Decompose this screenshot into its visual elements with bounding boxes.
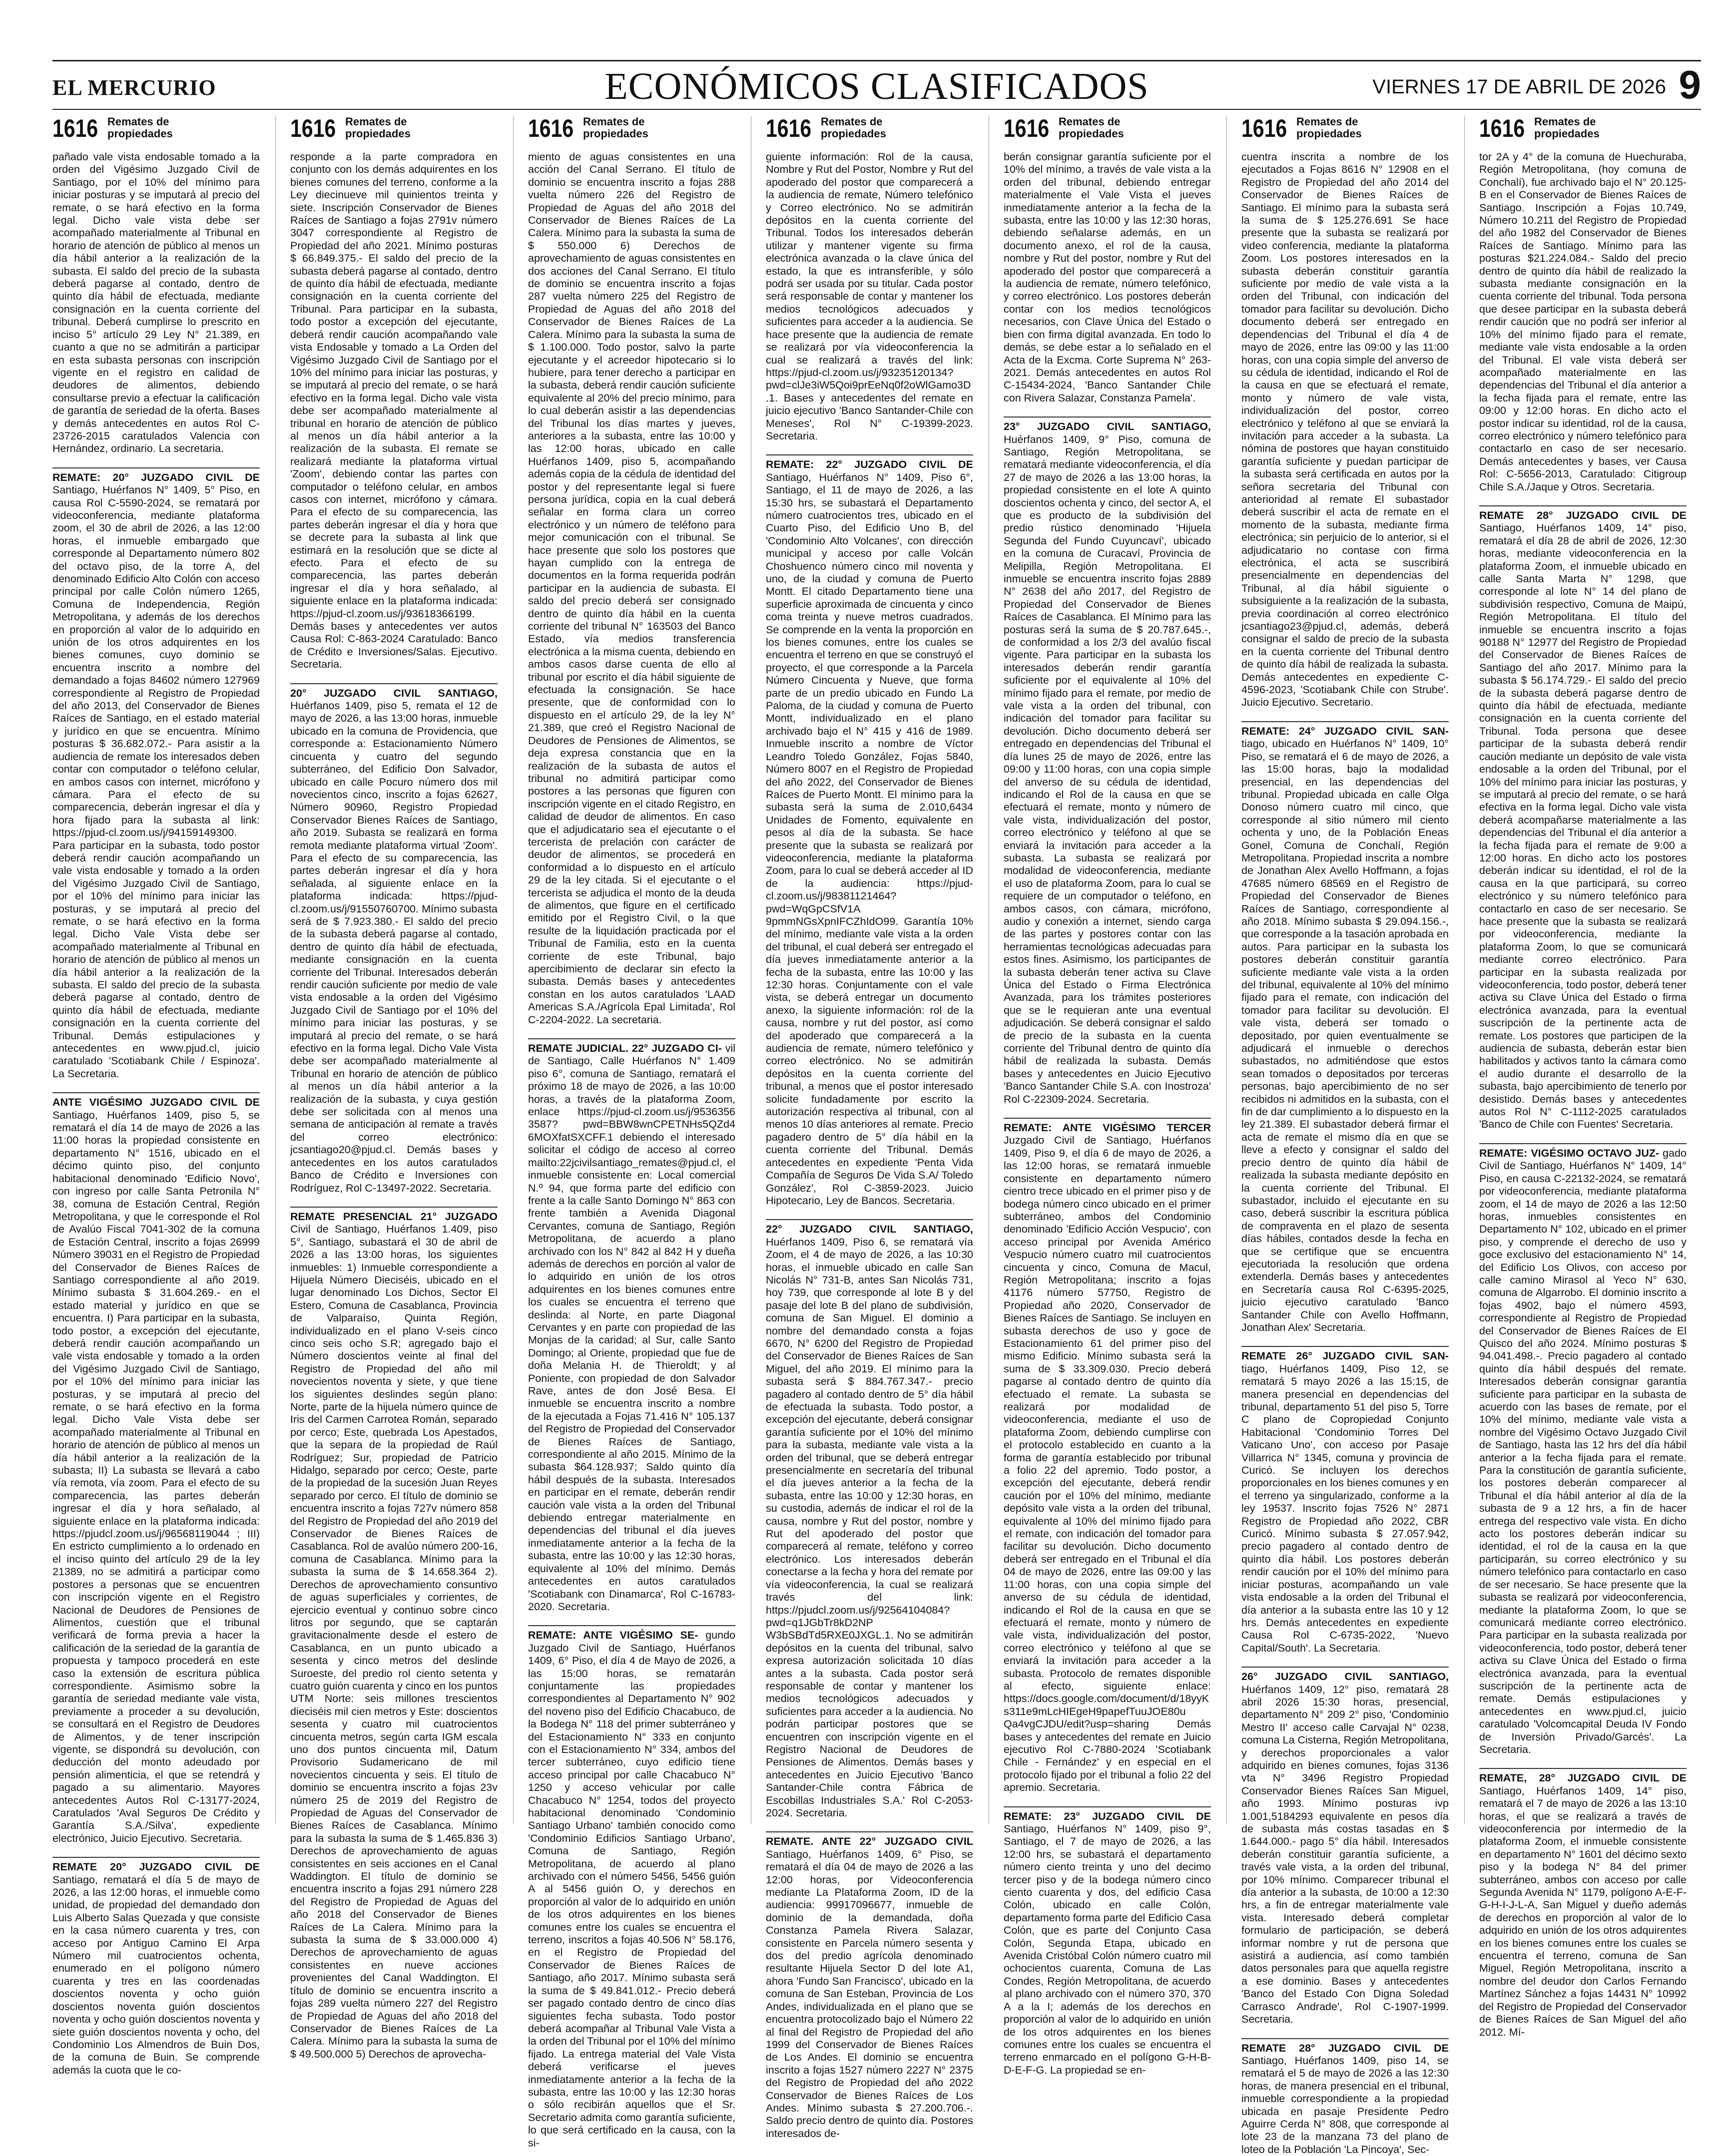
auction-notice [1241, 725, 1449, 1334]
auction-notice [766, 151, 973, 442]
auction-notice [528, 1042, 735, 1613]
notice-divider [528, 1038, 735, 1039]
notice-lead: REMATE 20° JUZGADO CIVIL DE [52, 1861, 260, 1873]
notice-text: Santiago, Huérfanos 1409, 14° piso, rematará el 7 de mayo de 2026 a las 13:10 horas, el que se realizará a través de videoconferencia por intermedio de la plataforma Zoom, el inmueble consistente en departamento N° 1601 del décimo sexto piso y la bodega N° 84 del primer subterráneo, ambos con acceso por calle Segunda Avenida N° 1179, polígono A-E-F-G-H-I-J-L-A, San Miguel y dueño además de derechos en proporción al valor de lo adquirido en unión de los otros adquirentes en los bienes comunes entre los cuales se encuentra el terreno, comuna de San Miguel, Región Metropolitana, inscrito a nombre del deudor don Carlos Fernando Martínez Sánchez a fojas 14431 N° 10992 del Registro de Propiedad del Conservador de Bienes Raíces de San Miguel del año 2012. Mí- [1479, 1785, 1687, 2038]
notice-divider [766, 1831, 973, 1832]
notice-text: miento de aguas consistentes en una acción del Canal Serrano. El título de dominio se encuentra inscrito a fojas 288 vuelta número 226 del Registro de Propiedad de Aguas del año 2018 del Conservador de Bienes Raíces de La Calera. Mínimo para la subasta la suma de $ 550.000 6) Derechos de aprovechamiento de aguas consistentes en dos acciones del Canal Serrano. El título de dominio se encuentra inscrito a fojas 287 vuelta número 225 del Registro de Propiedad de Aguas del año 2018 del Conservador de Bienes Raíces de La Calera. Mínimo para la subasta la suma de $ 1.100.000. Todo postor, salvo la parte ejecutante y el acreedor hipotecario si lo hubiere, para tener derecho a participar en la subasta, deberá rendir caución suficiente equivalente al 20% del precio mínimo, para lo cual deberán asistir a las dependencias del Tribunal los días martes y jueves, anteriores a la subasta, entre las 10:00 y las 12:00 horas, ubicado en calle Huérfanos 1409, piso 5, acompañando además copia de la cédula de identidad del postor y del representante legal si fuere persona jurídica, copia en la cual deberá señalar en forma clara un correo electrónico y un número de teléfono para mejor comunicación con el tribunal. Se hace presente que solo los postores que hayan cumplido con la entrega de documentos en la forma requerida podrán participar en la audiencia de subasta. El saldo del precio deberá ser consignado dentro de quinto día hábil en la cuenta corriente del tribunal N° 163503 del Banco Estado, vía medios transferencia electrónica a la misma cuenta, debiendo en ambos casos darse cuenta de ello al tribunal por escrito el día hábil siguiente de efectuada la consignación. Se hace presente, que de conformidad con lo dispuesto en el artículo 29, de la ley N° 21.389, que creó el Registro Nacional de Deudores de Pensiones de Alimentos, se deja expresa constancia que en la realización de la subasta de autos el tribunal no admitirá participar como postores a las personas que figuren con inscripción vigente en el citado Registro, en calidad de deudor de alimentos. En caso que el adjudicatario sea el ejecutante o el tercerista de prelación con carácter de deudor de alimentos, se procederá en conformidad a lo dispuesto en el artículo 29 de la ley citada. Si el ejecutante o el tercerista se adjudica el monto de la deuda de alimentos, que figure en el certificado emitido por el Registro Civil, o la que resulte de la liquidación practicada por el Tribunal de Familia, esto en la cuenta corriente de este Tribunal, bajo apercibimiento de declarar sin efecto la subasta. Demás bases y antecedentes constan en los autos caratulados 'LAAD Americas S.A./Agrícola Epal Limitada', Rol C-2204-2022. La secretaria. [528, 151, 735, 1026]
notice-lead: REMATE: 24° JUZGADO CIVIL SAN- [1241, 725, 1449, 737]
classification-code: 1616 [52, 116, 93, 141]
notice-text: responde a la parte compradora en conjunto con los demás adquirentes en los bienes comunes del terreno, conforme a la Ley diecinueve mil quinientos treinta y siete. Inscripción Conservador de Bienes Raíces de Santiago a fojas 2791v número 3047 correspondiente al Registro de Propiedad del año 2021. Mínimo posturas $ 66.849.375.- El saldo del precio de la subasta deberá pagarse al contado, dentro de quinto día hábil de efectuada, mediante consignación en la cuenta corriente del Tribunal. Para participar en la subasta, todo postor a excepción del ejecutante, deberá rendir caución acompañando vale vista Endosable y tomado a La Orden del Vigésimo Juzgado Civil de Santiago por el 10% del mínimo para iniciar las posturas, y se imputará al precio del remate, o se hará efectivo en la forma legal. Dicho vale vista debe ser acompañado materialmente al tribunal en horario de atención de público al menos un día hábil anterior a la realización de la subasta. El remate se realizará mediante la plataforma virtual 'Zoom', debiendo contar las partes con computador o teléfono celular, en ambos casos con internet, micrófono y cámara. Para el efecto de su comparecencia, las partes deberán ingresar el día y hora que se decrete para la subasta al link que estimará en la resolución que se dicte al efecto. Para el efecto de su comparecencia, las partes deberán ingresar el día y hora señalado, al siguiente enlace en la plataforma indicada: https://pjud-cl.zoom.us/j/93618366199. Demás bases y antecedentes ver autos Causa Rol: C-863-2024 Caratulado: Banco de Crédito e Inversiones/Salas. Ejecutivo. Secretaria. [290, 151, 498, 670]
notice-divider [290, 1207, 498, 1208]
notice-text: vil de Santiago, Calle Huérfanos N° 1.409 piso 6°, comuna de Santiago, rematará el próximo 18 de mayo de 2026, a las 10:00 horas, a través de la plataforma Zoom, enlace https://pjud-cl.zoom.us/j/9536356 3587? pwd=BBW8wnCPETNHs5QZd4 6MOXfatSXCFF.1 debiendo el interesado solicitar el código de acceso al correo mailto:22jcivilsantiago_remates@pjud.cl, el inmueble consistente en: Local comercial N.º 94, que forma parte del edificio con frente a la calle Santo Domingo N° 863 con frente también a Avenida Diagonal Cervantes, comuna de Santiago, Región Metropolitana, de acuerdo a plano archivado con los N° 842 al 842 H y dueña además de derechos en porción al valor de lo adquirido en unión de los otros adquirentes en los bienes comunes entre los cuales se encuentra el terreno que deslinda: al Norte, en parte Diagonal Cervantes y en parte con propiedad de las Monjas de la caridad; al Sur, calle Santo Domingo; al Oriente, propiedad que fue de doña Melania H. de Thieroldt; y al Poniente, con propiedad de don Salvador Rave, antes de don José Besa. El inmueble se encuentra inscrito a nombre de la ejecutada a Fojas 71.416 N° 105.137 del Registro de Propiedad del Conservador de Bienes Raíces de Santiago, correspondiente al año 2015. Mínimo de la subasta $64.128.937; Saldo quinto día hábil después de la subasta. Interesados en participar en el remate, deberán rendir caución vale vista a la orden del Tribunal debiendo entregar materialmente en dependencias del tribunal el día jueves inmediatamente anterior a la fecha de la subasta, entre las 10:00 y las 12:30 horas, equivalente al 10% del mínimo. Demás antecedentes en autos caratulados 'Scotiabank con Dinamarca', Rol C-16783-2020. Secretaria. [528, 1042, 735, 1613]
column-separator [513, 116, 514, 1824]
auction-notice [52, 471, 260, 1081]
notice-text: Santiago, Huérfanos N° 1409, piso 9°, Santiago, el 7 de mayo de 2026, a las 12:00 hrs, se subastará el departamento número ciento treinta y uno del decimo tercer piso y de la bodega número cinco ciento cuarenta y dos, del edificio Casa Colón, ubicado en calle Colón, departamento forma parte del Edificio Casa Colón, que es parte del Conjunto Casa Colón, Segunda Etapa, ubicado en Avenida Cristóbal Colón número cuatro mil ochocientos cuarenta, Comuna de Las Condes, Región Metropolitana, de acuerdo al plano archivado con el número 370, 370 A a la I; además de los derechos en proporción al valor de lo adquirido en unión de los otros adquirentes en los bienes comunes entre los cuales se encuentra el terreno enmarcado en el polígono G-H-B-D-E-F-G. La propiedad se en- [1004, 1823, 1211, 2076]
header-rule [52, 109, 1701, 110]
classification-label: Remates de propiedades [583, 116, 648, 140]
notice-lead: ANTE VIGÉSIMO JUZGADO CIVIL DE [52, 1096, 260, 1108]
notice-divider [1004, 417, 1211, 418]
auction-notice [1004, 1810, 1211, 2077]
notice-divider [1241, 1346, 1449, 1347]
notice-text: tiago, Huérfanos 1409, Piso 12, se rematará 5 mayo 2026 a las 15:15, de manera presencial en dependencias del tribunal, departamento 51 del piso 5, Torre C plano de Copropiedad Conjunto Habitacional 'Condominio Torres Del Vaticano Uno', con acceso por Pasaje Villarrica N° 1345, comuna y provincia de Curicó. Se incluyen los derechos proporcionales en los bienes comunes y en el terreno ya singularizado, conforme a la ley 19537. Inscrito fojas 7526 N° 2871 Registro de Propiedad año 2022, CBR Curicó. Mínimo subasta $ 27.057.942, precio pagadero al contado dentro de quinto día hábil. Los postores deberán rendir caución por el 10% del mínimo para iniciar posturas, acompañando un vale vista endosable a la orden del Tribunal el día anterior a la subasta entre las 10 y 12 hrs. Demás antecedentes en expediente Causa Rol C-6735-2022, 'Nuevo Capital/South'. La Secretaria. [1241, 1363, 1449, 1654]
notice-text: gado Civil de Santiago, Huérfanos N° 1409, 14° Piso, en causa C-22132-2024, se rematará por videoconferencia, mediante plataforma zoom, el 14 de mayo de 2026 a las 12:50 horas, inmuebles consistentes en Departamento N° 102, ubicado en el primer piso, y comprende el derecho de uso y goce exclusivo del estacionamiento N° 14, del Edificio Los Olivos, con acceso por calle camino Mirasol al Yeco N° 630, comuna de Algarrobo. El dominio inscrito a fojas 4902, bajo el número 4593, correspondiente al Registro de Propiedad del Conservador de Bienes Raíces de El Quisco del año 2024. Mínimo posturas $ 94.041.498.-. Precio pagadero al contado quinto día hábil después del remate. Interesados deberán consignar garantía suficiente para participar en la subasta de acuerdo con las bases de remate, por el 10% del mínimo, mediante vale vista a nombre del Vigésimo Octavo Juzgado Civil de Santiago, hasta las 12 hrs del día hábil anterior a la fecha fijada para el remate. Para la constitución de garantía suficiente, los postores deberán comparecer al Tribunal el día hábil anterior al día de la subasta de 9 a 12 hrs, a fin de hacer entrega del respectivo vale vista. En dicho acto los postores deberán indicar su identidad, el rol de la causa en la que participarán, su correo electrónico y su número telefónico para contactarlo en caso de ser necesario. Se hace presente que la subasta se realizará por videoconferencia, mediante la plataforma Zoom, lo que se comunicará mediante correo electrónico. Para participar en la subasta realizada por videoconferencia, todo postor, deberá tener activa su Clave Única del Estado o firma electrónica avanzada, para la eventual suscripción de la pertinente acta de remate. Demás estipulaciones y antecedentes en www.pjud.cl, juicio caratulado 'Volcomcapital Deuda IV Fondo de Inversión Privado/Garcés'. La Secretaria. [1479, 1147, 1687, 1755]
classification-header [52, 116, 260, 146]
notice-text: Santiago, rematará el día 5 de mayo de 2026, a las 12:00 horas, el inmueble como unidad, de propiedad del demandado don Luis Alberto Salas Quezada y que consiste en la casa número cuarenta y tres, con acceso por Antiguo Camino El Arpa Número mil cuatrocientos ochenta, enumerado en el polígono número cuarenta y tres en las coordenadas doscientos noventa y ocho guión doscientos noventa guión doscientos noventa y ocho guión doscientos noventa y siete guión doscientos noventa y ocho, del Condominio Los Almendros de Buin Dos, de la comuna de Buin. Se comprende además la cuota que le co- [52, 1874, 260, 2076]
notice-lead: REMATE: VIGÉSIMO OCTAVO JUZ- [1479, 1147, 1663, 1159]
notice-text: Santiago, Huérfanos N° 1409, 5° Piso, en causa Rol C-5590-2024, se rematará por videoconferencia, mediante plataforma zoom, el 30 de abril de 2026, a las 12:00 horas, el inmueble embargado que corresponde al Departamento número 802 del octavo piso, de la torre A, del denominado Edificio Alto Colón con acceso principal por calle Colón número 1265, Comuna de Independencia, Región Metropolitana, y además de los derechos en proporción al valor de lo adquirido en unión de los otros adquirentes en los bienes comunes, cuyo dominio se encuentra inscrito a nombre del demandado a fojas 84602 número 127969 correspondiente al Registro de Propiedad del año 2013, del Conservador de Bienes Raíces de Santiago, en el estado material y jurídico en que se encuentra. Mínimo posturas $ 36.682.072.- Para asistir a la audiencia de remate los interesados deben contar con computador o teléfono celular, en ambos casos con internet, micrófono y cámara. Para el efecto de su comparecencia, deberán ingresar el día y hora fijado para la subasta al link: https://pjud-cl.zoom.us/j/94159149300. Para participar en la subasta, todo postor deberá rendir caución acompañando un vale vista endosable y tomado a la orden del Vigésimo Juzgado Civil de Santiago, por el 10% del mínimo para iniciar las posturas, y se imputará al precio del remate, o se hará efectivo en la forma legal. Dicho Vale Vista debe ser acompañado materialmente al Tribunal en horario de atención de público al menos un día hábil anterior a la realización de la subasta. El saldo del precio de la subasta deberá pagarse al contado, dentro de quinto día hábil de efectuada, mediante consignación en la cuenta corriente del Tribunal. Demás estipulaciones y antecedentes en www.pjud.cl, juicio caratulado 'Scotiabank Chile / Espinoza'. La Secretaria. [52, 484, 260, 1080]
auction-notice [290, 1211, 498, 2061]
auction-notice [766, 458, 973, 1207]
notice-divider [1004, 1806, 1211, 1807]
notice-divider [52, 467, 260, 468]
notice-text: guiente información: Rol de la causa, Nombre y Rut del Postor, Nombre y Rut del apoderado del postor que comparecerá a la audiencia de remate, Número telefónico y Correo electrónico. No se admitirán depósitos en la cuenta corriente del Tribunal. Todos los interesados deberán utilizar y mantener vigente su firma electrónica avanzada o la clave única del estado, la que es intransferible, y sólo podrá ser usada por su titular. Cada postor será responsable de contar y mantener los medios tecnológicos adecuados y suficientes para acceder a la audiencia. Se hace presente que la audiencia de remate se realizará por vía videoconferencia la cual se realizará a través del link: https://pjud-cl.zoom.us/j/93235120134?pwd=clJe3iW5Qoi9prEeNq0f2oWlGamo3D.1. Bases y antecedentes del remate en juicio ejecutivo 'Banco Santander-Chile con Meneses', Rol N° C-19399-2023. Secretaria. [766, 151, 973, 442]
notice-text: cuentra inscrita a nombre de los ejecutados a Fojas 8616 N° 12908 en el Registro de Propiedad del año 2014 del Conservador de Bienes Raíces de Santiago. El mínimo para la subasta será la suma de $ 125.276.691 Se hace presente que la subasta se realizará por video conferencia, mediante la plataforma Zoom. Los postores interesados en la subasta deberán constituir garantía suficiente por medio de vale vista a la orden del Tribunal, con indicación del tomador para facilitar su devolución. Dicho documento deberá ser entregado en dependencias del Tribunal el día 4 de mayo de 2026, entre las 09:00 y las 11:00 horas, con una copia simple del anverso de su cédula de identidad, indicando el Rol de la causa en que se efectuará el remate, monto y número de vale vista, individualización del postor, correo electrónico y teléfono al que se enviará la invitación para acceder a la subasta. La nómina de postores que hayan constituido garantía suficiente y puedan participar de la subasta será certificada en autos por la señora secretaria del Tribunal con anterioridad al remate El subastador deberá suscribir el acta de remate en el momento de la subasta, mediante firma electrónica; sin perjuicio de lo anterior, si el adjudicatario no contase con firma electrónica, el acta se suscribirá presencialmente en dependencias del Tribunal, al día hábil siguiente o subsiguiente a la realización de la subasta, previa coordinación al correo electrónico jcsantiago23@pjud.cl, además, deberá consignar el saldo de precio de la subasta en la cuenta corriente del Tribunal dentro de quinto día hábil de realizada la subasta. Demás antecedentes en expediente C-4596-2023, 'Scotiabank Chile con Strube'. Juicio Ejecutivo. Secretario. [1241, 151, 1449, 708]
notice-text: Santiago, Huérfanos N° 1409, Piso 6°, Santiago, el 11 de mayo de 2026, a las 15:30 hrs, se subastará el Departamento número cuatrocientos tres, ubicado en el Cuarto Piso, del Edificio Uno B, del 'Condominio Alto Volcanes', con dirección municipal y acceso por calle Volcán Choshuenco número cinco mil noventa y uno, de la ciudad y comuna de Puerto Montt. El citado Departamento tiene una superficie aproximada de cincuenta y cinco coma treinta y nueve metros cuadrados. Se comprende en la venta la proporción en los bienes comunes, entre los cuales se encuentra el terreno en que se construyó el proyecto, el que corresponde a la Parcela Número Cincuenta y Nueve, que forma parte de un predio ubicado en Fundo La Paloma, de la ciudad y comuna de Puerto Montt, individualizado en el plano archivado bajo el N° 415 y 416 de 1989. Inmueble inscrito a nombre de Víctor Leandro Toledo González, Fojas 5840, Número 8007 en el Registro de Propiedad del año 2022, del Conservador de Bienes Raíces de Puerto Montt. El mínimo para la subasta será la suma de 2.010,6434 Unidades de Fomento, equivalente en pesos al día de la subasta. Se hace presente que la subasta se realizará por videoconferencia, mediante la plataforma Zoom, para lo cual se deberá acceder al ID de la audiencia: https://pjud-cl.zoom.us/j/98381121464? pwd=WqGpCSfV1A 9pmmNGsXpnIFCZhIdO99. Garantía 10% del mínimo, mediante vale vista a la orden del tribunal, el cual deberá ser entregado el día jueves inmediatamente anterior a la fecha de la subasta, entre las 10:00 y las 12:30 horas. Conjuntamente con el vale vista, se deberá entregar un documento anexo, la siguiente información: rol de la causa, nombre y rut del postor, así como del apoderado que comparecerá a la audiencia de remate, número telefónico y correo electrónico. No se admitirán depósitos en la cuenta corriente del tribunal, a menos que el postor interesado solicite fundadamente por escrito la autorización respectiva al tribunal, con al menos 10 días anteriores al remate. Precio pagadero dentro de 5° día hábil en la cuenta corriente del Tribunal. Demás antecedentes en expediente 'Penta Vida Compañía de Seguros De Vida S.A/ Toledo González', Rol C-3859-2023. Juicio Hipotecario, Ley de Bancos. Secretaria. [766, 471, 973, 1207]
newspaper-name: EL MERCURIO [52, 75, 216, 100]
auction-notice [1241, 1671, 1449, 2026]
column-separator [275, 116, 276, 1824]
notice-text: Santiago, Huérfanos 1409, piso 14, se rematará el 5 de mayo de 2026 a las 12:30 horas, de manera presencial en el tribunal, inmueble correspondiente a la propiedad ubicada en pasaje Presidente Pedro Aguirre Cerda N° 808, que corresponde al lote 23 de la manzana 73 del plano de loteo de la Población 'La Pincoya', Sec- [1241, 2055, 1449, 2156]
auction-notice [52, 151, 260, 455]
notice-text: Santiago, Huérfanos 1409, piso 5, se rematará el día 14 de mayo de 2026 a las 11:00 horas la propiedad consistente en departamento N° 1516, ubicado en el décimo quinto piso, del conjunto habitacional denominado 'Edificio Novo', con ingreso por calle Santa Petronila N° 38, comuna de Estación Central, Región Metropolitana, y que le corresponde el Rol de Avalúo Fiscal 7041-302 de la comuna de Estación Central, inscrito a fojas 26999 Número 39031 en el Registro de Propiedad del Conservador de Bienes Raíces de Santiago correspondiente al año 2019. Mínimo subasta $ 31.604.269.- en el estado material y jurídico en que se encuentra. I) Para participar en la subasta, todo postor, a excepción del ejecutante, deberá rendir caución acompañando un vale vista endosable y tomado a la orden del Vigésimo Juzgado Civil de Santiago, por el 10% del mínimo para iniciar las posturas, y se imputará al precio del remate, o se hará efectivo en la forma legal. Dicho Vale Vista debe ser acompañado materialmente al Tribunal en horario de atención de público al menos un día hábil anterior a la realización de la subasta; II) La subasta se llevará a cabo vía remota, vía zoom. Para el efecto de su comparecencia, las partes deberán ingresar el día y hora señalado, al siguiente enlace en la plataforma indicada: https://pjudcl.zoom.us/j/96568119044 ; III) En estricto cumplimiento a lo ordenado en el inciso quinto del artículo 29 de la ley 21389, no se admitirá a participar como postores a personas que se encuentren con inscripción vigente en el Registro Nacional de Deudores de Pensiones de Alimentos, cuestión que el tribunal verificará de forma previa a hacer la calificación de la seriedad de la garantía de propuesta y tampoco procederá en este caso la extensión de escritura pública correspondiente. Asimismo sobre la garantía de seriedad mediante vale vista, previamente a proceder a su devolución, se consultará en el Registro de Deudores de Alimentos, y de tener inscripción vigente, se dispondrá su devolución, con deducción del monto adeudado por pensión alimenticia, el que se retendrá y pagado a su alimentario. Mayores antecedentes Autos Rol C-13177-2024, Caratulados 'Aval Seguros De Crédito y Garantía S.A./Silva', expediente electrónico, Juicio Ejecutivo. Secretaria. [52, 1109, 260, 1844]
auction-notice [1479, 1772, 1687, 2039]
column [290, 116, 498, 1824]
classification-header [1241, 116, 1449, 146]
classification-code: 1616 [1241, 116, 1282, 141]
column [766, 116, 973, 1824]
column [52, 116, 260, 1824]
auction-notice [766, 1835, 973, 2140]
notice-divider [1241, 2038, 1449, 2039]
notice-lead: REMATE 26° JUZGADO CIVIL SAN- [1241, 1350, 1449, 1362]
notice-divider [52, 1857, 260, 1858]
column-separator [1464, 116, 1465, 1824]
classification-header [1479, 116, 1687, 146]
notice-divider [1241, 721, 1449, 722]
auction-notice [1241, 2042, 1449, 2156]
auction-notice [528, 151, 735, 1026]
notice-divider [528, 1625, 735, 1626]
column [528, 116, 735, 1824]
notice-text: Huérfanos 1409, piso 5, remata el 12 de mayo de 2026, a las 13:00 horas, inmueble ubicado en la comuna de Providencia, que corresponde a: Estacionamiento Número cincuenta y cuatro del segundo subterráneo, del Edificio Don Salvador, ubicado en calle Pocuro número dos mil novecientos cinco, inscrito a fojas 62627, Número 90960, Registro Propiedad Conservador Bienes Raíces de Santiago, año 2019. Subasta se realizará en forma remota mediante plataforma virtual 'Zoom'. Para el efecto de su comparecencia, las partes deberán ingresar el día y hora señalada, al siguiente enlace en la plataforma indicada: https://pjud-cl.zoom.us/j/91550760700. Mínimo subasta será de $ 7.923.380.- El saldo del precio de la subasta deberá pagarse al contado, dentro de quinto día hábil de efectuada, mediante consignación en la cuenta corriente del Tribunal. Interesados deberán rendir caución suficiente por medio de vale vista endosable a la orden del Vigésimo Juzgado Civil de Santiago por el 10% del mínimo para iniciar las posturas, y se imputará al precio del remate, o se hará efectivo en la forma legal. Dicho Vale Vista debe ser acompañado materialmente al Tribunal en horario de atención de público al menos un día hábil anterior a la realización de la subasta, y cuya gestión debe ser solicitada con al menos una semana de anticipación al remate a través del correo electrónico: jcsantiago20@pjud.cl. Demás bases y antecedentes en los autos caratulados Banco de Crédito e Inversiones con Rodríguez, Rol C-13497-2022. Secretaria. [290, 700, 498, 1194]
notice-divider [766, 1219, 973, 1220]
auction-notice [52, 1096, 260, 1845]
notice-text: Huérfanos 1409, 9° Piso, comuna de Santiago, Región Metropolitana, se rematará mediante videoconferencia, el día 27 de mayo de 2026 a las 13:00 horas, la propiedad consistente en el lote A quinto doscientos ochenta y cinco, del sector A, el que es producto de la subdivisión del predio rústico denominado 'Hijuela Segunda del Fundo Cuyuncaví', ubicado en la comuna de Curacaví, Provincia de Melipilla, Región Metropolitana. El inmueble se encuentra inscrito fojas 2889 N° 2638 del año 2017, del Registro de Propiedad del Conservador de Bienes Raíces de Casablanca. El Mínimo para las posturas será la suma de $ 20.787.645.-, de conformidad a los 2/3 del avalúo fiscal vigente. Para participar en la subasta los interesados deberán rendir garantía suficiente por el equivalente al 10% del mínimo fijado para el remate, por medio de vale vista a la orden del tribunal, con indicación del tomador para facilitar su devolución. Dicho documento deberá ser entregado en dependencias del Tribunal el día lunes 25 de mayo de 2026, entre las 09:00 y 11:00 horas, con una copia simple del anverso de su cédula de identidad, indicando el Rol de la causa en que se efectuará el remate, monto y número de vale vista, individualización del postor, correo electrónico y teléfono al que se enviará la invitación para acceder a la subasta. La subasta se realizará por modalidad de videoconferencia, mediante el uso de plataforma Zoom, para lo cual se requiere de un computador o teléfono, en ambos casos, con cámara, micrófono, audio y conexión a internet, siendo carga de las partes y postores contar con las herramientas tecnológicas adecuadas para estos fines. Asimismo, los participantes de la subasta deberán tener activa su Clave Única del Estado o Firma Electrónica Avanzada, para los trámites posteriores que se le requieran ante una eventual adjudicación. Se deberá consignar el saldo de precio de la subasta en la cuenta corriente del Tribunal dentro de quinto día hábil de realizada la subasta. Demás bases y antecedentes en Juicio Ejecutivo 'Banco Santander Chile S.A. con Inostroza' Rol C-22309-2024. Secretaria. [1004, 433, 1211, 1105]
auction-notice [1241, 151, 1449, 709]
column [1004, 116, 1211, 1824]
notice-text: berán consignar garantía suficiente por el 10% del mínimo, a través de vale vista a la orden del tribunal, debiendo entregar materialmente el Vale Vista el jueves inmediatamente anterior a la fecha de la subasta, entre las 10:00 y las 12:30 horas, debiendo señalarse además, en un documento anexo, el rol de la causa, nombre y Rut del postor, nombre y Rut del apoderado del postor que comparecerá a la audiencia de remate, número telefónico, y correo electrónico. Los postores deberán contar con los medios tecnológicos necesarios, con Clave Única del Estado o bien con firma digital avanzada. En todo lo demás, se debe estar a lo señalado en el Acta de la Excma. Corte Suprema N° 263-2021. Demás antecedentes en autos Rol C-15434-2024, 'Banco Santander Chile con Rivera Salazar, Constanza Pamela'. [1004, 151, 1211, 404]
notice-text: pañado vale vista endosable tomado a la orden del Vigésimo Juzgado Civil de Santiago, por el 10% del mínimo para iniciar posturas y se imputará al precio del remate, o se hará efectivo en la forma legal. Dicho vale vista debe ser acompañado materialmente al Tribunal en horario de atención de público al menos un día hábil anterior a la realización de la subasta. El saldo del precio de la subasta deberá pagarse al contado, dentro de quinto día hábil de efectuada, mediante consignación en la cuenta corriente del tribunal. Deberá cumplirse lo prescrito en inciso 5° artículo 29 Ley N° 21.389, en cuanto a que no se admitirán a participar en esta subasta personas con inscripción vigente en el registro en calidad de deudores de alimentos, debiendo consultarse previo a efectuar la calificación de garantía de seriedad de la oferta. Bases y demás antecedentes en autos Rol C-23726-2015 caratulados Valencia con Hernández, ordinario. La secretaria. [52, 151, 260, 454]
notice-lead: REMATE PRESENCIAL 21° JUZGADO [290, 1211, 498, 1223]
notice-divider [1241, 1667, 1449, 1668]
notice-divider [1004, 1118, 1211, 1119]
notice-lead: 20° JUZGADO CIVIL SANTIAGO, [290, 687, 498, 699]
notice-lead: REMATE 28° JUZGADO CIVIL DE [1479, 509, 1687, 521]
classification-label: Remates de propiedades [107, 116, 173, 140]
notice-lead: 22° JUZGADO CIVIL SANTIAGO, [766, 1223, 973, 1235]
classification-label: Remates de propiedades [345, 116, 411, 140]
auction-notice [1479, 151, 1687, 493]
top-rule [52, 60, 1701, 61]
notice-text: Huérfanos 1409, 12° piso, rematará 28 abril 2026 15:30 horas, presencial, departamento N° 209 2° piso, 'Condominio Mestro II' acceso calle Carvajal N° 0238, comuna La Cisterna, Región Metropolitana, y derechos proporcionales a valor adquirido en bienes comunes, fojas 3136 vta N° 3496 Registro Propiedad Conservador Bienes Raíces San Miguel, año 1993. Mínimo posturas ivp 1.001,5184293 equivalente en pesos día de subasta más costas tasadas en $ 1.644.000.- pago 5° día hábil. Interesados deberán constituir garantía suficiente, a través vale vista, a la orden del tribunal, por 10% mínimo. Comparecer tribunal el día anterior a la subasta, de 10:00 a 12:30 hrs, a fin de entregar materialmente vale vista. Interesado deberá completar formulario de participación, se deberá informar nombre y rut de persona que asistirá a audiencia, así como también datos personales para que aquella registre a ese dominio. Bases y antecedentes 'Banco del Estado Con Digna Soledad Carrasco Andrade', Rol C-1907-1999. Secretaria. [1241, 1684, 1449, 2026]
auction-notice [1004, 151, 1211, 405]
classification-code: 1616 [528, 116, 569, 141]
page-header [52, 65, 1701, 112]
notice-text: tiago, ubicado en Huérfanos N° 1409, 10° Piso, se rematará el 6 de mayo de 2026, a las 15:00 horas, bajo la modalidad presencial, en las dependencias del tribunal. Propiedad ubicada en calle Olga Donoso número cuatro mil cinco, que corresponde al sitio número mil ciento ochenta y uno, de la Población Eneas Gonel, Comuna de Conchalí, Región Metropolitana. Propiedad inscrita a nombre de Jonathan Alex Avello Hoffmann, a fojas 47685 número 68569 en el Registro de Propiedad del Conservador de Bienes Raíces de Santiago, correspondiente al año 2018. Mínimo subasta $ 29.094.156.-, que corresponde a la tasación aprobada en autos. Para participar en la subasta los postores deberán constituir garantía suficiente mediante vale vista a la orden del tribunal, equivalente al 10% del mínimo fijado para el remate, con indicación del tomador para facilitar su devolución. El vale vista, deberá ser tomado o depositado, por quien eventualmente se adjudicará el inmueble o derechos subastados, no admitiéndose que estos sean tomados o depositados por terceras personas, bajo apercibimiento de no ser recibidos ni admitidos en la subasta, con el fin de dar cumplimiento a lo dispuesto en la ley 21.389. El subastador deberá firmar el acta de remate el mismo día en que se lleve a efecto y consignar el saldo del precio dentro de quinto día hábil de realizada la subasta mediante depósito en la cuenta corriente del Tribunal. El subastador, incluido el ejecutante en su caso, deberá suscribir la escritura pública de compraventa en el plazo de sesenta días hábiles, contados desde la fecha en que se certifique que se encuentra ejecutoriada la resolución que ordena extenderla. Demás bases y antecedentes en Secretaría causa Rol C-6395-2025, juicio ejecutivo caratulado 'Banco Santander Chile con Avello Hoffmann, Jonathan Alex' Secretaria. [1241, 738, 1449, 1333]
notice-text: Huérfanos 1409, Piso 6, se rematará vía Zoom, el 4 de mayo de 2026, a las 10:30 horas, el inmueble ubicado en calle San Nicolás N° 731-B, antes San Nicolás 731, hoy 739, que corresponde al lote B y del pasaje del lote B del plano de subdivisión, comuna de San Miguel. El dominio a nombre del demandado consta a fojas 6670, N° 6200 del Registro de Propiedad del Conservador de Bienes Raíces de San Miguel, del año 2019. El mínimo para la subasta será $ 884.767.347.- precio pagadero al contado dentro de 5° día hábil de efectuada la subasta. Todo postor, a excepción del ejecutante, deberá consignar garantía suficiente por el 10% del mínimo para la subasta, mediante vale vista a la orden del tribunal, que se deberá entregar presencialmente en secretaría del tribunal el día jueves anterior a la fecha de la subasta, entre las 10:00 y 12:30 horas, en su custodia, además de indicar el rol de la causa, nombre y Rut del postor, nombre y Rut del apoderado del postor que comparecerá al remate, teléfono y correo electrónico. Los interesados deberán conectarse a la fecha y hora del remate por vía videoconferencia, la cual se realizará través del link: https://pjudcl.zoom.us/j/92564104084?pwd=q1JGbTr8kD2NP W3bSBdTd5RXE0JXGL.1. No se admitirán depósitos en la cuenta del tribunal, salvo expresa autorización solicitada 10 días antes a la subasta. Cada postor será responsable de contar y mantener los medios tecnológicos adecuados y suficientes para acceder a la audiencia. No podrán participar postores que se encuentren con inscripción vigente en el Registro Nacional de Deudores de Pensiones de Alimentos. Demás bases y antecedentes en Juicio Ejecutivo 'Banco Santander-Chile contra Fábrica de Escobillas Industriales S.A.' Rol C-2053-2024. Secretaria. [766, 1236, 973, 1819]
page-number: 9 [1679, 62, 1702, 108]
auction-notice [1004, 421, 1211, 1106]
notice-text: tor 2A y 4° de la comuna de Huechuraba, Región Metropolitana, (hoy comuna de Conchalí), fue archivado bajo el N° 20.125-B en el Conservador de Bienes Raíces de Santiago. Inscripción a Fojas 10.749, Número 10.211 del Registro de Propiedad del año 1982 del Conservador de Bienes Raíces de Santiago. Mínimo para las posturas $21.224.084.- Saldo del precio dentro de quinto día hábil de realizado la subasta mediante consignación en la cuenta corriente del tribunal. Toda persona que desee participar en la subasta deberá rendir caución que no podrá ser inferior al 10% del mínimo fijado para el remate, mediante vale vista endosable a la orden del Tribunal. El vale vista deberá ser acompañado materialmente en las dependencias del Tribunal el día anterior a la fecha fijada para el remate, entre las 09:00 y 12:00 horas. En dicho acto el postor indicar su identidad, rol de la causa, correo electrónico y número telefónico para contactarlo en caso de ser necesario. Demás antecedentes y bases, ver Causa Rol: C-5656-2013, Caratulado: Citigroup Chile S.A./Jaque y Otros. Secretaria. [1479, 151, 1687, 493]
notice-text: Santiago, Huérfanos 1409, 14° piso, rematará el día 28 de abril de 2026, 12:30 horas, mediante videoconferencia en la plataforma Zoom, el inmueble ubicado en calle Santa Marta N° 1298, que corresponde al lote N° 14 del plano de subdivisión respectivo, Comuna de Maipú, Región Metropolitana. El título del inmueble se encuentra inscrito a fojas 90188 N° 12977 del Registro de Propiedad del Conservador de Bienes Raíces de Santiago del año 2017. Mínimo para la subasta $ 56.174.729.- El saldo del precio de la subasta deberá pagarse dentro de quinto día hábil de efectuada, mediante consignación en la cuenta corriente del Tribunal. Toda persona que desee participar de la subasta deberá rendir caución mediante un depósito de vale vista endosable a la orden del Tribunal, por el 10% del mínimo para iniciar las posturas, y se imputará al precio del remate, o se hará efectiva en la forma legal. Dicho vale vista deberá acompañarse materialmente a las dependencias del Tribunal el día anterior a la fecha fijada para el remate de 9:00 a 12:00 horas. En dicho acto los postores deberán indicar su identidad, el rol de la causa en la que participará, su correo electrónico y su número telefónico para contactarlo en caso de ser necesario. Se hace presente que la subasta se realizará por videoconferencia, mediante la plataforma Zoom, lo que se comunicará mediante correo electrónico. Para participar en la subasta realizada por videoconferencia, todo postor, deberá tener activa su Clave Única del Estado o firma electrónica avanzada, para la eventual suscripción de la pertinente acta de remate. Los postores que participen de la audiencia de subasta, deberán estar bien habilitados y activos tanto la cámara como el audio durante el desarrollo de la subasta, bajo apercibimiento de tenerlo por desistido. Demás bases y antecedentes autos Rol N° C-1112-2025 caratulados 'Banco de Chile con Fuentes' Secretaria. [1479, 522, 1687, 1130]
auction-notice [766, 1223, 973, 1819]
notice-lead: REMATE: 22° JUZGADO CIVIL DE [766, 458, 973, 470]
notice-lead: REMATE. ANTE 22° JUZGADO CIVIL [766, 1835, 973, 1847]
notice-text: gundo Juzgado Civil de Santiago, Huérfanos 1409, 6° Piso, el día 4 de Mayo de 2026, a las 15:00 horas, se rematarán conjuntamente las propiedades correspondientes al Departamento N° 902 del noveno piso del Edificio Chacabuco, de la Bodega N° 118 del primer subterráneo y del Estacionamiento N° 333 en conjunto con el Estacionamiento N° 334, ambos del tercer subterráneo, cuyo edificio tiene acceso principal por calle Chacabuco N° 1250 y acceso vehicular por calle Chacabuco N° 1254, todos del proyecto habitacional denominado 'Condominio Santiago Urbano' también conocido como 'Condominio Edificios Santiago Urbano', Comuna de Santiago, Región Metropolitana, de acuerdo al plano archivado con el número 5456, 5456 guión A al 5456 guión O, y derechos en proporción al valor de lo adquirido en unión de los otros adquirentes en los bienes comunes entre los cuales se encuentra el terreno, inscritos a fojas 40.506 N° 58.176, en el Registro de Propiedad del Conservador de Bienes Raíces de Santiago, año 2017. Mínimo subasta será la suma de $ 49.841.012.- Precio deberá ser pagado contado dentro de cinco días siguientes fecha subasta. Todo postor deberá acompañar al Tribunal Vale Vista a la orden del Tribunal por el 10% del mínimo fijado. La entrega material del Vale Vista deberá verificarse el jueves inmediatamente anterior a la fecha de la subasta, entre las 10:00 y las 12:30 horas o sólo recibirán aquellos que el Sr. Secretario admita como garantía suficiente, lo que será certificado en la causa, con la si- [528, 1629, 735, 2149]
auction-notice [290, 151, 498, 671]
notice-lead: REMATE: ANTE VIGÉSIMO SE- [528, 1629, 705, 1641]
notice-divider [1479, 505, 1687, 506]
auction-notice [1479, 509, 1687, 1131]
auction-notice [528, 1629, 735, 2150]
notice-divider [766, 454, 973, 455]
classification-code: 1616 [1479, 116, 1520, 141]
notice-text: Civil de Santiago, Huérfanos 1.409, piso 5°, Santiago, subastará el 30 de abril de 2026 a las 13:00 horas, los siguientes inmuebles: 1) Inmueble correspondiente a Hijuela Número Dieciséis, ubicado en el lugar denominado Los Dichos, Sector El Estero, Comuna de Casablanca, Provincia de Valparaíso, Quinta Región, individualizado en el plano V-seis cinco cinco seis ocho S.R; agregado bajo el Número doscientos veinte al final del Registro de Propiedad del año mil novecientos noventa y siete, y que tiene los siguientes deslindes según plano: Norte, parte de la hijuela número quince de Iris del Carmen Carrotea Román, separado por cerco; Este, quebrada Los Apestados, que la separa de la propiedad de Raúl Rodríguez; Sur, propiedad de Patricio Hidalgo, separado por cerco; Oeste, parte de la propiedad de la sucesión Juan Reyes separado por cerco. El título de dominio se encuentra inscrito a fojas 727v número 858 del Registro de Propiedad del año 2019 del Conservador de Bienes Raíces de Casablanca. Rol de avalúo número 200-16, comuna de Casablanca. Mínimo para la subasta la suma de $ 14.658.364 2). Derechos de aprovechamiento consuntivo de aguas superficiales y corrientes, de ejercicio eventual y continuo sobre cinco litros por segundo, que se captarán gravitacionalmente desde el estero de Casablanca, en un punto ubicado a sesenta y cinco metros del deslinde Suroeste, del predio rol ciento setenta y cuatro guión cuarenta y cinco en los puntos UTM Norte: seis millones trescientos dieciséis mil cien metros y Este: doscientos sesenta y cuatro mil cuatrocientos cincuenta metros, según carta IGM escala uno dos puntos cincuenta mil, Datum Provisorio Sudamericano de mil novecientos cincuenta y seis. El título de dominio se encuentra inscrito a fojas 23v número 25 de 2019 del Registro de Propiedad de Aguas del Conservador de Bienes Raíces de Casablanca. Mínimo para la subasta la suma de $ 1.465.836 3) Derechos de aprovechamiento de aguas consistentes en seis acciones en el Canal Waddington. El título de dominio se encuentra inscrito a fojas 291 número 228 del Registro de Propiedad de Aguas del año 2018 del Conservador de Bienes Raíces de La Calera. Mínimo para la subasta la suma de $ 33.000.000 4) Derechos de aprovechamiento de aguas consistentes en nueve acciones provenientes del Canal Waddington. El título de dominio se encuentra inscrito a fojas 289 vuelta número 227 del Registro de Propiedad de Aguas del año 2018 del Conservador de Bienes Raíces de La Calera. Mínimo para la subasta la suma de $ 49.500.000 5) Derechos de aprovecha- [290, 1223, 498, 2060]
auction-notice [290, 687, 498, 1195]
notice-lead: REMATE, 28° JUZGADO CIVIL DE [1479, 1772, 1687, 1784]
auction-notice [1004, 1122, 1211, 1794]
classification-header [290, 116, 498, 146]
notice-divider [52, 1092, 260, 1093]
notice-divider [290, 683, 498, 684]
notice-lead: REMATE JUDICIAL. 22° JUZGADO CI- [528, 1042, 725, 1054]
classification-code: 1616 [290, 116, 331, 141]
notice-divider [1479, 1143, 1687, 1144]
auction-notice [1241, 1350, 1449, 1655]
classification-header [766, 116, 973, 146]
classification-header [528, 116, 735, 146]
notice-lead: REMATE: 20° JUZGADO CIVIL DE [52, 471, 260, 483]
column-separator [1226, 116, 1227, 1824]
column [1479, 116, 1687, 1824]
classification-label: Remates de propiedades [821, 116, 886, 140]
issue-date: VIERNES 17 DE ABRIL DE 2026 [1372, 76, 1666, 98]
classification-label: Remates de propiedades [1534, 116, 1600, 140]
newspaper-page [52, 0, 1701, 1829]
notice-lead: REMATE 28° JUZGADO CIVIL DE [1241, 2042, 1449, 2054]
column [1241, 116, 1449, 1824]
auction-notice [52, 1861, 260, 2077]
section-title: ECONÓMICOS CLASIFICADOS [52, 65, 1701, 108]
classification-code: 1616 [1004, 116, 1045, 141]
notice-lead: REMATE: 23° JUZGADO CIVIL DE [1004, 1810, 1211, 1822]
classification-label: Remates de propiedades [1296, 116, 1362, 140]
classification-label: Remates de propiedades [1059, 116, 1124, 140]
notice-divider [1479, 1768, 1687, 1769]
notice-lead: REMATE: ANTE VIGÉSIMO TERCER [1004, 1122, 1211, 1134]
notice-lead: 26° JUZGADO CIVIL SANTIAGO, [1241, 1671, 1449, 1683]
notice-text: Juzgado Civil de Santiago, Huérfanos 1409, Piso 9, el día 6 de mayo de 2026, a las 12:00 horas, se rematará inmueble consistente en departamento número cientro trece ubicado en el primer piso y de bodega número cinco ubicado en el primer subterráneo, ambos del Condominio denominado 'Edificio Acción Vespucio', con acceso principal por Avenida Américo Vespucio número cuatro mil cuatrocientos cincuenta y cinco, Comuna de Macul, Región Metropolitana; inscrito a fojas 41176 número 57750, Registro de Propiedad año 2020, Conservador de Bienes Raíces de Santiago. Se incluyen en subasta derechos de uso y goce de Estacionamiento 61 del primer piso del mismo Edificio. Mínimo subasta será la suma de $ 33.309.030. Precio deberá pagarse al contado dentro de quinto día efectuado el remate. La subasta se realizará por modalidad de videoconferencia, mediante el uso de plataforma Zoom, debiendo cumplirse con el protocolo establecido en cuanto a la forma de garantía establecido por tribunal a folio 22 del apremio. Todo postor, a excepción del ejecutante, deberá rendir caución por el 10% del mínimo, mediante depósito vale vista a la orden del tribunal, equivalente al 10% del mínimo fijado para el remate, con indicación del tomador para facilitar su devolución. Dicho documento deberá ser entregado en el Tribunal el día 04 de mayo de 2026, entre las 09:00 y las 11:00 horas, con una copia simple del anverso de su cédula de identidad, indicando el Rol de la causa en que se efectuará el remate, monto y número de vale vista, individualización del postor, correo electrónico y teléfono al que se enviará la invitación para acceder a la subasta. Protocolo de remates disponible al efecto, siguiente enlace: https://docs.google.com/document/d/18yyKs311e9mLcHIEgeH9papefTuuJOE80u Qa4vgCJDU/edit?usp=sharing Demás bases y antecedentes del remate en Juicio ejecutivo Rol C-7880-2024 'Scotiabank Chile - Fernández' y en especial en el protocolo fijado por el tribunal a folio 22 del apremio. Secretaria. [1004, 1134, 1211, 1793]
notice-lead: 23° JUZGADO CIVIL SANTIAGO, [1004, 421, 1211, 432]
classified-columns [52, 116, 1701, 1824]
classification-code: 1616 [766, 116, 807, 141]
auction-notice [1479, 1147, 1687, 1756]
classification-header [1004, 116, 1211, 146]
notice-text: Santiago, Huérfanos 1409, 6° Piso, se rematará el día 04 de mayo de 2026 a las 12:00 horas, por Videoconferencia mediante La Plataforma Zoom, ID de la audiencia: 99917096677, inmueble de dominio de la demandada, doña Constanza Pamela Rivera Salazar, consistente en Parcela número sesenta y dos del predio agrícola denominado resultante Hijuela Sector D del lote A1, ahora 'Fundo San Francisco', ubicado en la comuna de San Esteban, Provincia de Los Andes, individualizada en el plano que se encuentra protocolizado bajo el Número 22 al final del Registro de Propiedad del año 1999 del Conservador de Bienes Raíces de Los Andes. El dominio se encuentra inscrito a fojas 1527 número 2227 N° 2375 del Registro de Propiedad del año 2022 Conservador de Bienes Raíces de Los Andes. Mínimo subasta $ 27.200.706.-. Saldo precio dentro de quinto día. Postores interesados de- [766, 1848, 973, 2140]
